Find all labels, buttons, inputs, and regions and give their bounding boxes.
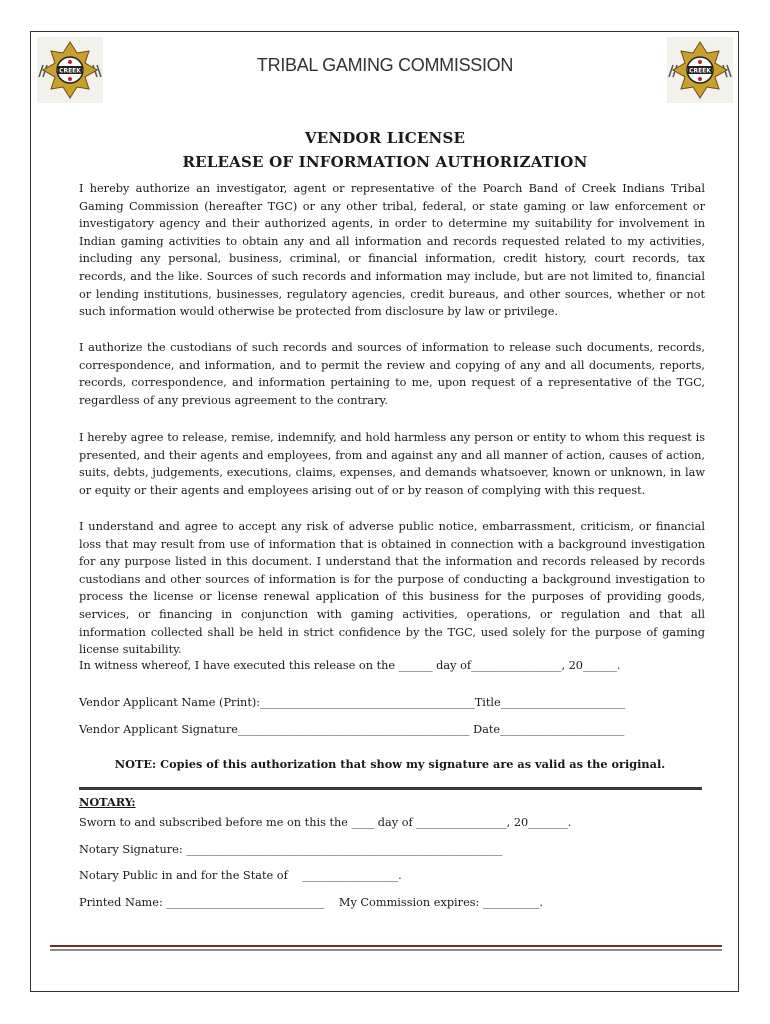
- commission-heading: TRIBAL GAMING COMMISSION: [256, 55, 514, 75]
- custodian-paragraph: I authorize the custodians of such records and sources of information to release such documents, records, correspondence, and information, and to permit the review and copying of any and all documents, reports, records, correspondence, and information pertaining to me, upon request of a representative of the TGC, regardless of any previous agreement to the contrary.: [79, 341, 705, 407]
- footer-divider: [50, 945, 722, 951]
- notary-heading: NOTARY:: [79, 795, 136, 809]
- notary-printed-name-field[interactable]: Printed Name: ____________________________ My Commission expires: __________.: [79, 896, 544, 909]
- notary-sworn-line[interactable]: Sworn to and subscribed before me on this the ____ day of ________________, 20_______.: [79, 816, 572, 829]
- applicant-signature-field[interactable]: Vendor Applicant Signature_________________________________________ Date______________________: [79, 723, 625, 736]
- svg-text:CREEK: CREEK: [689, 67, 711, 75]
- document-title: VENDOR LICENSE: [304, 129, 466, 147]
- witness-line[interactable]: In witness whereof, I have executed this release on the ______ day of________________, 20______.: [79, 659, 621, 672]
- validity-note: NOTE: Copies of this authorization that show my signature are as valid as the original.: [114, 757, 666, 771]
- svg-text:CREEK: CREEK: [59, 67, 81, 75]
- release-paragraph: I hereby agree to release, remise, indemnify, and hold harmless any person or entity to whom this request is presented, and their agents and employees, from and against any and all manner of action, causes of action, suits, debts, judgements, executions, claims, expenses, and demands whatsoever, known or unknown, in law or equity or their agents and employees arising out of or by reason of complying with this request.: [79, 431, 705, 497]
- document-subtitle: RELEASE OF INFORMATION AUTHORIZATION: [182, 153, 588, 171]
- section-divider: [79, 787, 702, 790]
- authorization-paragraph: I hereby authorize an investigator, agent or representative of the Poarch Band of Creek Indians Tribal Gaming Commission (hereafter TGC) or any other tribal, federal, or state gaming or law enforcement or investigatory agency and their authorized agents, in order to determine my suitability for involvement in Indian gaming activities to obtain any and all information and records requested related to my activities, including any personal, business, criminal, or financial information, credit history, court records, tax records, and the like. Sources of such records and information may include, but are not limited to, financial or lending institutions, businesses, regulatory agencies, credit bureaus, and other sources, whether or not such information would otherwise be protected from disclosure by law or privilege.: [79, 182, 705, 319]
- applicant-name-field[interactable]: Vendor Applicant Name (Print):______________________________________Title______________________: [79, 696, 625, 709]
- risk-paragraph: I understand and agree to accept any risk of adverse public notice, embarrassment, criticism, or financial loss that may result from use of information that is obtained in connection with a background investigation for any purpose listed in this document. I understand that the information and records released by records custodians and other sources of information is for the purpose of conducting a background investigation to process the license or license renewal application of this business for the purposes of providing goods, services, or financing in conjunction with gaming activities, operations, or regulation and that all information collected shall be held in strict confidence by the TGC, used solely for the purpose of gaming license suitability.: [79, 520, 705, 657]
- notary-signature-field[interactable]: Notary Signature: ________________________________________________________: [79, 843, 503, 856]
- notary-state-field[interactable]: Notary Public in and for the State of _________________.: [79, 869, 402, 882]
